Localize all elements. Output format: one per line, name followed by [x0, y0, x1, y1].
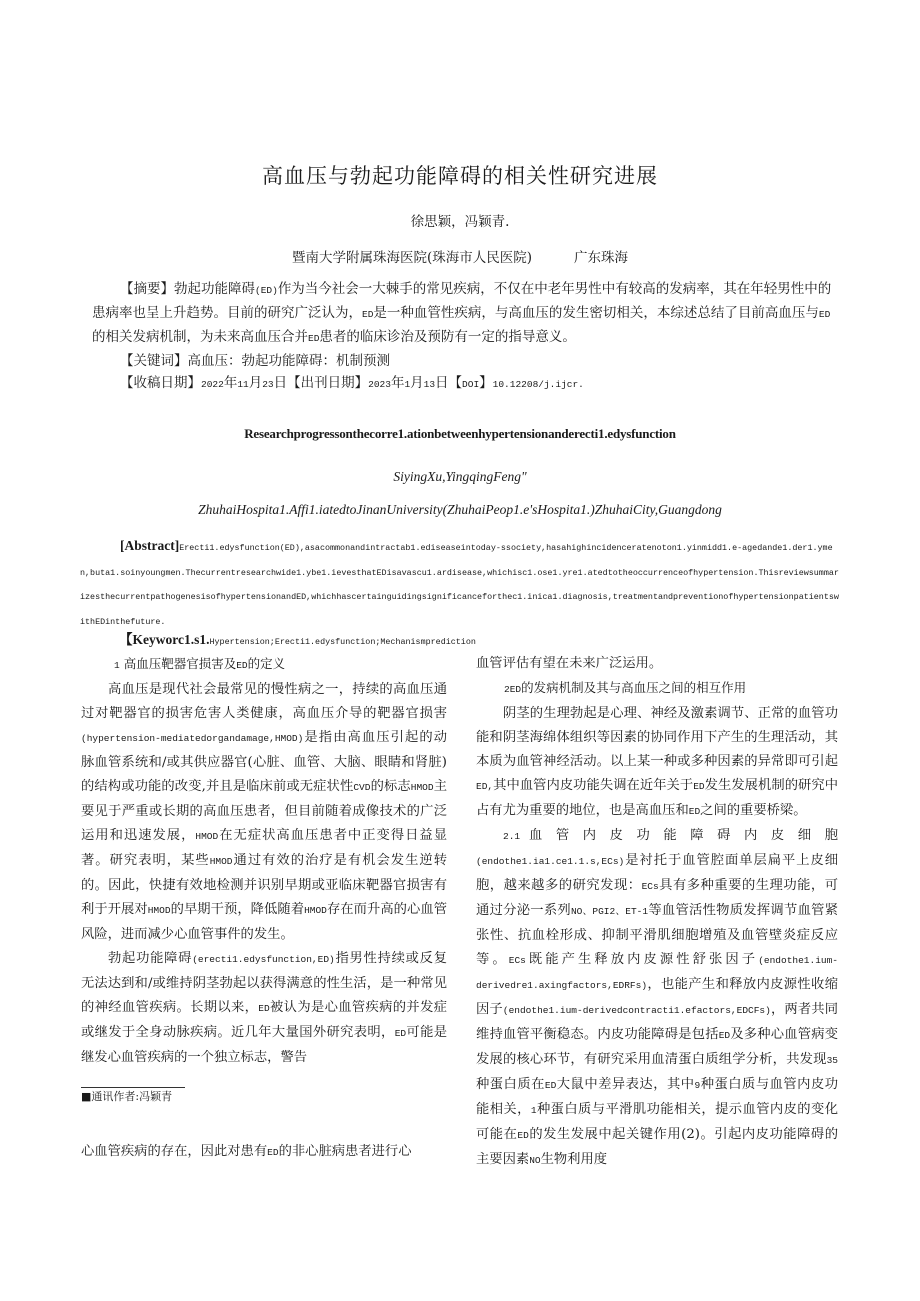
section-title: 高血压靶器官损害及 — [123, 656, 237, 671]
abstract-cn — [92, 278, 832, 396]
text: 的早期干预，降低随着 — [170, 902, 305, 917]
text: 勃起功能障碍 — [108, 951, 193, 966]
text: 种蛋白质与平滑肌功能相关，提示血管内皮的变化可能在 — [476, 1102, 839, 1142]
abbr: ED — [394, 1028, 407, 1039]
text: 指男性持续或反复无法达到和/或维持阴茎勃起以获得满意的性生活，是一种常见的神经血管疾病。长期以来， — [81, 951, 448, 1015]
text: 是衬托于血管腔面单层扁平上皮细胞，越来越多的研究发现： — [476, 853, 838, 893]
abbr: HMOD — [410, 782, 434, 793]
keywords-cn — [92, 350, 832, 372]
paragraph — [476, 824, 838, 1173]
paragraph: 血管评估有望在未来广泛运用。 — [476, 656, 663, 671]
text: 高血压是现代社会最常见的慢性病之一，持续的高血压通过对靶器官的损害危害人类健康，高血压介导的靶器官损害 — [81, 682, 447, 721]
paragraph — [81, 678, 447, 947]
text: 及多种心血管病变发展的核心环节，有研究采用血清蛋白质组学分析，共发现 — [476, 1027, 838, 1067]
section-heading-1 — [81, 652, 447, 678]
authors: 徐思颖，冯颖青. — [410, 214, 510, 230]
number: 35 — [826, 1055, 838, 1066]
affiliation-hospital: 暨南大学附属珠海医院(珠海市人民医院) — [291, 250, 533, 266]
abbr: NO、PGI2、ET-1 — [570, 906, 649, 917]
subsection-title: 血 管 内 皮 功 能 障 碍 内 皮 细 胞 — [529, 828, 838, 843]
section-title: 的定义 — [247, 656, 286, 671]
english-abstract-text: Erecti1.edysfunction(ED),asacommonandintractab1.ediseaseintoday-ssociety,hasahighincidenceratenoton1.yinmidd1.e-agedande1.der1.ymen,buta1.soinyoungmen.Thecurrentresearchwide1.ybe1.ievesthatEDisavascu1.ardisease,whichisc1.ose1.yre1.atedtotheoccurrenceofhypertension.ThisreviewsummarizesthecurrentpathogenesisofhypertensionandED,whichhascertainguidingsignificanceforthec1.inica1.diagnosis,treatmentandpreventionofhypertensionpatientswithEDinthefuture. — [80, 543, 839, 627]
abbr: ECs — [641, 881, 659, 892]
abbr: HMOD — [304, 905, 327, 916]
abbr: ED — [544, 1080, 557, 1091]
english-abstract-label: [Abstract] — [120, 538, 180, 553]
doi-label: DOI — [462, 379, 480, 390]
abstract-paragraph — [92, 278, 832, 350]
received-day: 23 — [262, 379, 274, 390]
abbr: (endothe1.ia1.ce1.1.s,ECs) — [476, 856, 625, 867]
english-affiliation: ZhuhaiHospita1.Affi1.iatedtoJinanUniversity(ZhuhaiPeop1.e'sHospita1.)ZhuhaiCity,Guangdong — [198, 502, 722, 517]
column-right — [476, 652, 838, 1173]
section-title: 的发病机制及其与高血压之间的相互作用 — [521, 680, 747, 695]
doi-bracket: 】 — [479, 375, 493, 391]
english-keywords-label: 【Keyworc1.s1. — [119, 632, 210, 647]
text: 的发生发展中起关键作用(2)。引起内皮功能障碍的主要因素 — [476, 1127, 838, 1167]
column-left-continued — [81, 1140, 447, 1165]
unit: 年 — [390, 375, 405, 391]
unit: 年 — [223, 375, 238, 391]
abbr: (endothe1.ium-derivedcontracti1.efactors,EDCFs) — [502, 1005, 771, 1016]
footnote: ■通讯作者:冯颖青 — [81, 1090, 173, 1103]
text: 的非心脏病患者进行心 — [278, 1144, 412, 1159]
received-label: 【收稿日期】 — [120, 375, 201, 391]
published-day: 13 — [423, 379, 436, 390]
english-abstract — [80, 534, 840, 634]
abbr: ED — [688, 806, 701, 817]
section-number: 2 — [504, 684, 510, 695]
keywords-text: 高血压：勃起功能障碍：机制预测 — [187, 353, 390, 369]
section-number: 2.1 — [503, 831, 521, 842]
abbr: HMOD — [195, 831, 219, 842]
abbr: ED — [258, 1003, 270, 1014]
section-heading-2 — [476, 676, 838, 702]
text: 主要见于严重或长期的高血压患者，但目前随着成像技术的广泛运用和迅速发展， — [81, 779, 447, 843]
unit: 日 — [435, 375, 449, 391]
abbr: ED — [693, 781, 705, 792]
paragraph — [81, 1140, 447, 1165]
paragraph — [476, 702, 838, 824]
english-title: Researchprogressonthecorre1.ationbetweenhypertensionanderecti1.edysfunction — [244, 426, 676, 441]
abbr: (erecti1.edysfunction,ED) — [192, 954, 335, 965]
text: 种蛋白质在 — [476, 1077, 545, 1092]
text: 发生发展机制的研究中占有尤为重要的地位，也是高血压和 — [476, 778, 839, 818]
abbr: (hypertension-mediatedorgandamage,HMOD) — [81, 733, 304, 744]
abbr: ED, — [476, 781, 494, 792]
text: 既能产生释放内皮源性舒张因子 — [525, 952, 759, 967]
abstract-abbr: (ED) — [255, 285, 278, 296]
abbr: ED — [517, 1130, 529, 1141]
abstract-text: 的相关发病机制，为未来高血压合并 — [92, 329, 308, 345]
text: 被认为是心血管疾病的并发症或继发于全身动脉疾病。近几年大量国外研究表明， — [81, 1000, 447, 1040]
text: 阴茎的生理勃起是心理、神经及激素调节、正常的血管功能和阴茎海绵体组织等因素的协同作用下产生的生理活动，其本质为血管神经活动。以上某一种或多种因素的异常即可引起 — [476, 706, 838, 769]
text: 存在而升高的心血管风险，进而减少心血管事件的发生。 — [81, 902, 448, 942]
unit: 月 — [410, 375, 424, 391]
received-month: 11 — [237, 379, 249, 390]
text: 种蛋白质与血管内皮功能相关， — [476, 1077, 839, 1117]
abstract-text: 作为当今社会一大棘手的常见疾病，不仅在中老年男性中有较高的发病率，其在年轻男性中的患病率也呈上升趋势。目前的研究广泛认为， — [92, 281, 832, 321]
affiliation-city: 广东珠海 — [574, 250, 629, 266]
abstract-text: 是一种血管性疾病，与高血压的发生密切相关，本综述总结了目前高血压与 — [373, 305, 819, 321]
page-title: 高血压与勃起功能障碍的相关性研究进展 — [262, 164, 658, 188]
keywords-label: 【关键词】 — [120, 353, 188, 369]
published-year: 2023 — [368, 379, 391, 390]
text: 生物利用度 — [540, 1152, 608, 1167]
abbr: ED — [509, 684, 522, 695]
abstract-text: 勃起功能障碍 — [174, 281, 255, 297]
affiliation — [0, 246, 920, 266]
number: 1 — [530, 1105, 537, 1116]
abbr: ECs — [508, 955, 526, 966]
text: ，两者共同维持血管平衡稳态。内皮功能障碍是包括 — [476, 1002, 839, 1042]
text: 具有多种重要的生理功能，可通过分泌一系列 — [476, 878, 839, 918]
text: 等血管活性物质发挥调节血管紧张性、抗血栓形成、抑制平滑肌细胞增殖及血管壁炎症反应等。 — [476, 903, 838, 967]
text: ，也能产生和释放内皮源性收缩因子 — [476, 977, 838, 1017]
text: 的标志 — [370, 779, 411, 794]
text: 心血管疾病的存在，因此对患有 — [81, 1144, 268, 1159]
abbr: ED — [267, 1147, 279, 1158]
text: 通过有效的治疗是有机会发生逆转的。因此，快捷有效地检测并识别早期或亚临床靶器官损害有利于开展对 — [81, 853, 448, 917]
abstract-text: 患者的临床诊治及预防有一定的指导意义。 — [319, 329, 576, 345]
doi-value: 10.12208/j.ijcr. — [492, 379, 584, 390]
abstract-abbr: ED — [362, 309, 374, 320]
received-year: 2022 — [201, 379, 224, 390]
abbr: CVD — [353, 782, 371, 793]
text: 大鼠中差异表达，其中 — [556, 1077, 695, 1092]
text: 其中血管内皮功能失调在近年关于 — [493, 778, 694, 793]
text: 可能是继发心血管疾病的一个独立标志，警告 — [81, 1025, 448, 1065]
column-left — [81, 652, 447, 1070]
paragraph — [81, 947, 447, 1070]
unit: 月 — [248, 375, 263, 391]
english-authors: SiyingXu,YingqingFeng" — [393, 469, 527, 484]
abbr: HMOD — [147, 905, 171, 916]
abbr: (endothe1.ium-derivedre1.axingfactors,EDRFs) — [476, 955, 839, 991]
abstract-label: 【摘要】 — [120, 281, 174, 297]
abbr: HMOD — [209, 856, 233, 867]
english-keywords — [119, 628, 476, 648]
published-label: 【出刊日期】 — [287, 375, 369, 391]
abstract-abbr: ED — [308, 333, 320, 344]
abstract-abbr: ED — [818, 309, 831, 320]
abbr: ED — [236, 660, 248, 671]
doi-bracket: 【 — [448, 375, 463, 391]
published-month: 1 — [404, 379, 411, 390]
text: 在无症状高血压患者中正变得日益显著。研究表明，某些 — [81, 828, 448, 868]
unit: 日 — [273, 375, 288, 391]
text: 是指由高血压引起的动脉血管系统和/或其供应器官(心脏、血管、大脑、眼睛和肾脏)的结构或功能的改变,并且是临床前或无症状性 — [81, 730, 447, 794]
abbr: ED — [718, 1030, 731, 1041]
number: 9 — [694, 1080, 701, 1091]
english-keywords-text: Hypertension;Erecti1.edysfunction;Mechanismprediction — [209, 637, 476, 647]
dates-line — [92, 372, 832, 396]
text: 之间的重要桥梁。 — [700, 803, 807, 818]
abbr: NO — [529, 1155, 541, 1166]
section-number: 1 — [114, 660, 120, 671]
